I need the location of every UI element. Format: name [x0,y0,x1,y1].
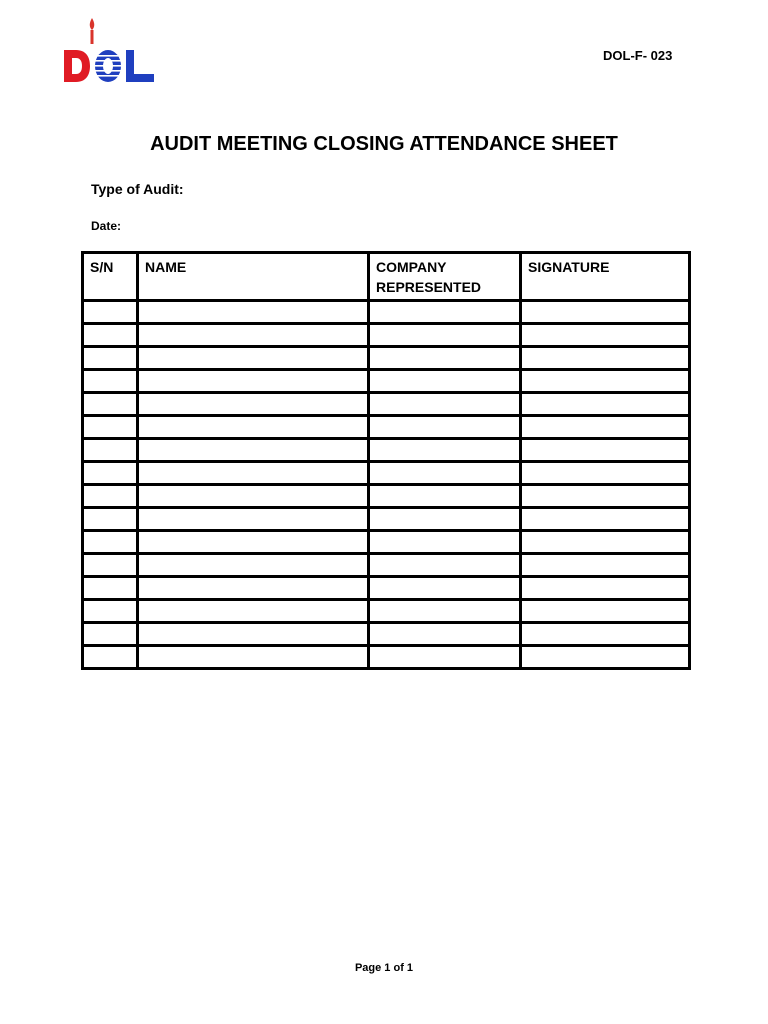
cell-signature[interactable] [521,554,690,577]
cell-sn[interactable] [83,531,138,554]
cell-company[interactable] [369,623,521,646]
table-row [83,600,690,623]
table-row [83,623,690,646]
cell-name[interactable] [138,370,369,393]
date-label: Date: [91,219,122,233]
cell-company[interactable] [369,485,521,508]
cell-signature[interactable] [521,462,690,485]
cell-signature[interactable] [521,370,690,393]
table-row [83,347,690,370]
cell-company[interactable] [369,370,521,393]
header-name: NAME [138,253,369,301]
cell-sn[interactable] [83,393,138,416]
table-row [83,370,690,393]
cell-name[interactable] [138,577,369,600]
page-number: Page 1 of 1 [354,962,414,974]
cell-sn[interactable] [83,646,138,669]
cell-signature[interactable] [521,577,690,600]
cell-name[interactable] [138,485,369,508]
table-row [83,324,690,347]
table-header-row [83,253,690,301]
cell-sn[interactable] [83,416,138,439]
cell-sn[interactable] [83,600,138,623]
cell-company[interactable] [369,301,521,324]
cell-company[interactable] [369,577,521,600]
cell-name[interactable] [138,508,369,531]
attendance-table [81,251,691,670]
table-row [83,554,690,577]
cell-signature[interactable] [521,623,690,646]
cell-signature[interactable] [521,531,690,554]
cell-signature[interactable] [521,393,690,416]
table-row [83,393,690,416]
cell-company[interactable] [369,462,521,485]
cell-name[interactable] [138,393,369,416]
cell-sn[interactable] [83,370,138,393]
cell-company[interactable] [369,416,521,439]
table-row [83,508,690,531]
table-row [83,462,690,485]
candle-icon [91,30,94,44]
cell-company[interactable] [369,324,521,347]
cell-name[interactable] [138,646,369,669]
cell-name[interactable] [138,416,369,439]
cell-company[interactable] [369,393,521,416]
cell-company[interactable] [369,439,521,462]
table-row [83,439,690,462]
cell-company[interactable] [369,347,521,370]
table-row [83,646,690,669]
cell-sn[interactable] [83,554,138,577]
cell-name[interactable] [138,462,369,485]
cell-sn[interactable] [83,439,138,462]
cell-sn[interactable] [83,347,138,370]
dol-logo [62,16,158,86]
cell-name[interactable] [138,600,369,623]
logo-letter-d [64,50,90,82]
cell-signature[interactable] [521,301,690,324]
cell-name[interactable] [138,324,369,347]
cell-company[interactable] [369,531,521,554]
cell-sn[interactable] [83,577,138,600]
table-row [83,416,690,439]
cell-name[interactable] [138,347,369,370]
header-sn: S/N [83,253,138,301]
page-title: AUDIT MEETING CLOSING ATTENDANCE SHEET [150,133,618,155]
cell-name[interactable] [138,554,369,577]
cell-company[interactable] [369,554,521,577]
cell-sn[interactable] [83,301,138,324]
cell-company[interactable] [369,646,521,669]
cell-signature[interactable] [521,347,690,370]
cell-sn[interactable] [83,485,138,508]
cell-signature[interactable] [521,485,690,508]
cell-signature[interactable] [521,416,690,439]
form-code: DOL-F- 023 [603,48,673,63]
attendance-rows [83,301,690,669]
logo-letter-l [126,50,154,82]
cell-name[interactable] [138,531,369,554]
cell-sn[interactable] [83,508,138,531]
cell-company[interactable] [369,600,521,623]
logo-letter-o [94,50,122,82]
cell-name[interactable] [138,439,369,462]
cell-sn[interactable] [83,324,138,347]
table-row [83,485,690,508]
header-company-represented: COMPANY REPRESENTED [369,253,521,301]
cell-company[interactable] [369,508,521,531]
table-row [83,301,690,324]
cell-name[interactable] [138,623,369,646]
header-signature: SIGNATURE [521,253,690,301]
cell-signature[interactable] [521,600,690,623]
table-row [83,531,690,554]
cell-signature[interactable] [521,646,690,669]
cell-sn[interactable] [83,462,138,485]
cell-sn[interactable] [83,623,138,646]
cell-name[interactable] [138,301,369,324]
table-row [83,577,690,600]
cell-signature[interactable] [521,508,690,531]
type-of-audit-label: Type of Audit: [91,181,184,197]
cell-signature[interactable] [521,439,690,462]
flame-icon [90,18,95,30]
cell-signature[interactable] [521,324,690,347]
